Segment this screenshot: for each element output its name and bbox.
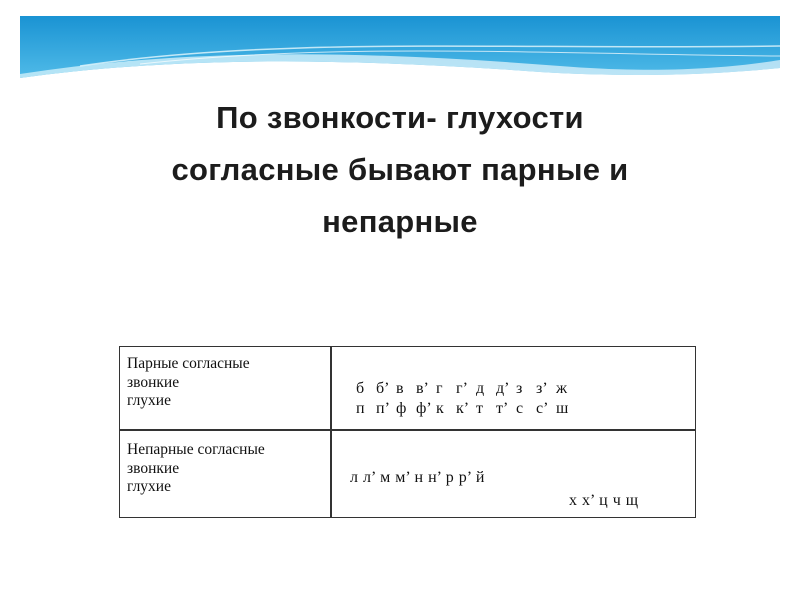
paired-voiceless-letter: ф’ xyxy=(416,400,432,417)
paired-voiceless-letter: т’ xyxy=(496,400,509,417)
paired-voiced-letter: г’ xyxy=(456,380,468,397)
table-column-divider xyxy=(330,347,332,517)
paired-voiced-letter: б xyxy=(356,380,365,397)
paired-voiceless-label: глухие xyxy=(127,392,171,409)
paired-voiceless-letter: п xyxy=(356,400,365,417)
paired-voiced-letter: б’ xyxy=(376,380,390,397)
paired-voiced-letter: ж xyxy=(556,380,568,397)
slide-title xyxy=(0,92,800,248)
table-row-divider xyxy=(120,429,695,431)
paired-voiceless-letter: п’ xyxy=(376,400,390,417)
paired-voiced-letter: г xyxy=(436,380,443,397)
unpaired-header: Непарные согласные xyxy=(127,441,265,458)
unpaired-labels-cell xyxy=(127,441,327,497)
paired-voiceless-letter: т xyxy=(476,400,483,417)
consonant-table xyxy=(119,346,696,518)
unpaired-voiceless-label: глухие xyxy=(127,478,171,495)
paired-voiced-letter: в xyxy=(396,380,404,397)
unpaired-voiceless-letters: х х’ ц ч щ xyxy=(569,492,639,509)
paired-voiced-letter: в’ xyxy=(416,380,429,397)
paired-voiced-label: звонкие xyxy=(127,373,180,391)
paired-voiced-letter: д’ xyxy=(496,380,510,397)
paired-voiceless-letter: ш xyxy=(556,400,569,417)
title-line-1: По звонкости- глухости xyxy=(216,100,584,135)
paired-voiceless-row xyxy=(356,400,576,419)
paired-voiceless-letter: с xyxy=(516,400,524,417)
paired-voiced-letter: з’ xyxy=(536,380,548,397)
title-line-2: согласные бывают парные и xyxy=(171,152,629,187)
paired-header: Парные согласные xyxy=(127,355,250,372)
paired-labels-cell xyxy=(127,355,327,411)
title-line-3: непарные xyxy=(322,204,478,239)
decorative-wave-banner xyxy=(20,16,780,96)
unpaired-voiced-letters: л л’ м м’ н н’ р р’ й xyxy=(350,469,485,486)
unpaired-voiced-label: звонкие xyxy=(127,459,180,477)
paired-voiceless-letter: с’ xyxy=(536,400,549,417)
paired-voiced-letter: з xyxy=(516,380,523,397)
paired-voiced-row xyxy=(356,380,576,399)
paired-voiced-letter: д xyxy=(476,380,485,397)
paired-voiceless-letter: ф xyxy=(396,400,407,417)
paired-voiceless-letter: к’ xyxy=(456,400,470,417)
paired-voiceless-letter: к xyxy=(436,400,444,417)
